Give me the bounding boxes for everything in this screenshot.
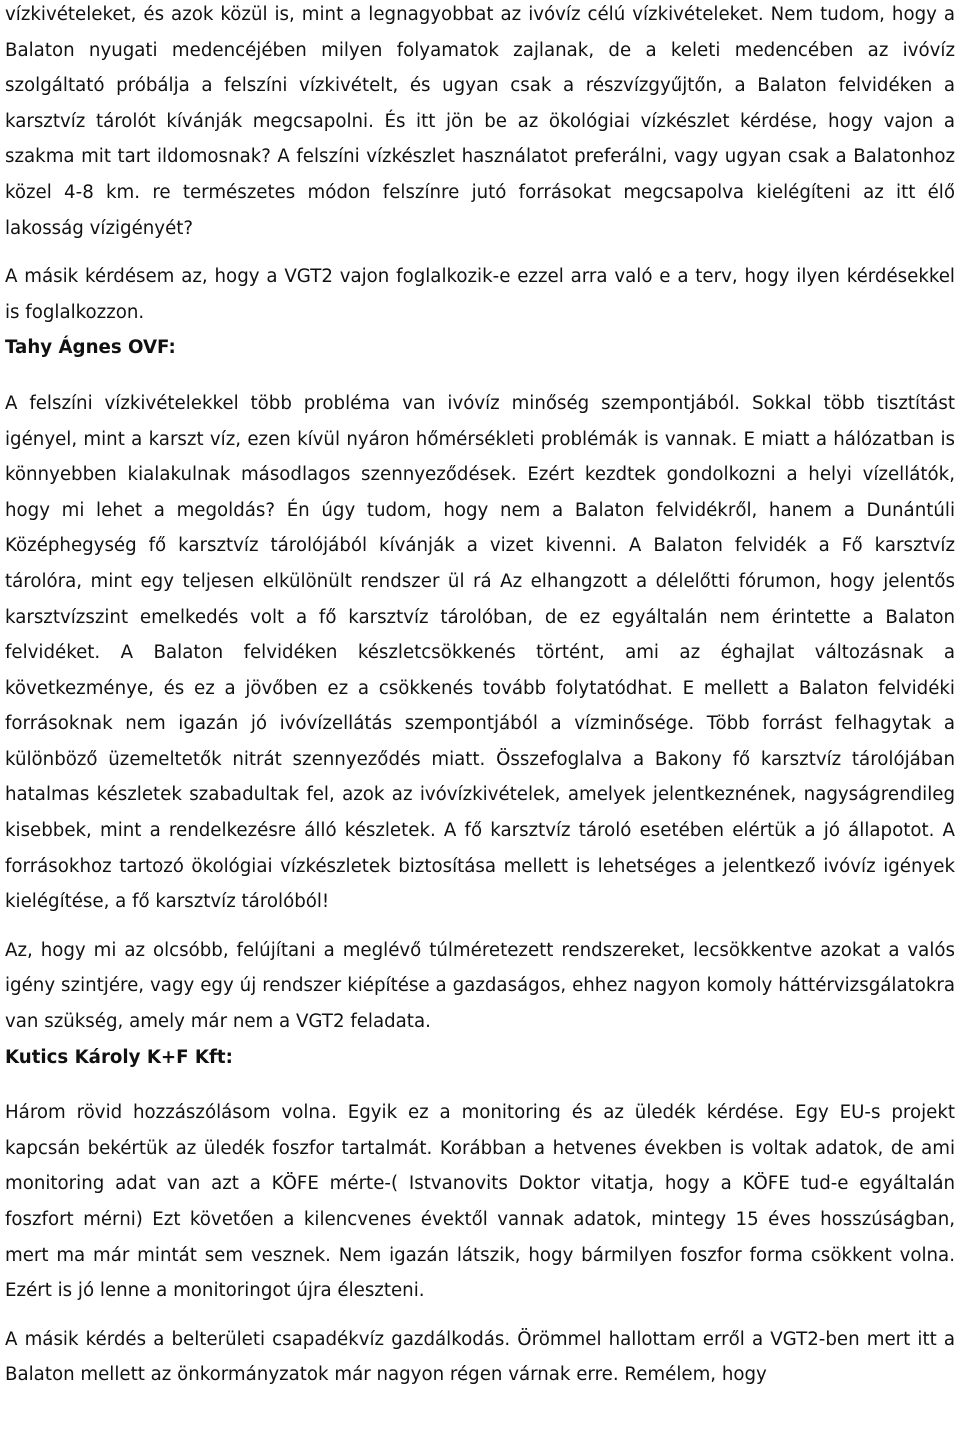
paragraph-kutics-stormwater: A másik kérdés a belterületi csapadékvíz gazdálkodás. Örömmel hallottam erről a VGT2-ben mert itt a Balaton mellett az önkormányzatok már nagyon régen várnak erre. Remélem, hogy	[5, 1328, 955, 1386]
paragraph-water-abstraction: vízkivételeket, és azok közül is, mint a legnagyobbat az ivóvíz célú vízkivételeket. Nem tudom, hogy a Balaton nyugati medencéjében milyen folyamatok zajlanak, de a keleti medencében az ivóvíz szolgáltató próbálja a felszíni vízkivételt, és ugyan csak a részvízgyűjtőn, a Balaton felvidéken a karsztvíz tárolót kívánják megcsapolni. És itt jön be az ökológiai vízkészlet kérdése, hogy vajon a szakma mit tart ildomosnak? A felszíni vízkészlet használatot preferálni, vagy ugyan csak a Balatonhoz közel 4-8 km. re természetes módon felszínre jutó forrásokat megcsapolva kielégíteni az itt élő lakosság vízigényét?	[5, 4, 955, 239]
paragraph-tahy-answer: A felszíni vízkivételekkel több probléma van ivóvíz minőség szempontjából. Sokkal több tisztítást igényel, mint a karszt víz, ezen kívül nyáron hőmérsékleti problémák is vannak. E miatt a hálózatban is könnyebben kialakulnak másodlagos szennyeződések. Ezért kezdtek gondolkozni a helyi vízellátók, hogy mi lehet a megoldás? Én úgy tudom, hogy nem a Balaton felvidékről, hanem a Dunántúli Középhegység fő karsztvíz tárolójából kívánják a vizet kivenni. A Balaton felvidék a Fő karsztvíz tárolóra, mint egy teljesen elkülönült rendszer ül rá Az elhangzott a délelőtti fórumon, hogy jelentős karsztvízszint emelkedés volt a fő karsztvíz tárolóban, de ez egyáltalán nem érintette a Balaton felvidéket. A Balaton felvidéken készletcsökkenés történt, ami az éghajlat változásnak a következménye, és ez a jövőben ez a csökkenés tovább folytatódhat. E mellett a Balaton felvidéki forrásoknak nem igazán jó ivóvízellátás szempontjából a vízminősége. Több forrást felhagytak a különböző üzemeltetők nitrát szennyeződés miatt. Összefoglalva a Bakony fő karsztvíz tárolójában hatalmas készletek szabadultak fel, azok az ivóvízkivételek, amelyek jelentkeznének, nagyságrendileg kisebbek, mint a rendelkezésre álló készletek. A fő karsztvíz tároló esetében elértük a jó állapotot. A forrásokhoz tartozó ökológiai vízkészletek biztosítása mellett is lehetséges a jelentkező ivóvíz igények kielégítése, a fő karsztvíz tárolóból!	[5, 392, 955, 913]
document-page	[5, 0, 955, 1393]
speaker-heading-tahy: Tahy Ágnes OVF:	[5, 337, 176, 359]
paragraph-vgt2-question: A másik kérdésem az, hogy a VGT2 vajon foglalkozik-e ezzel arra való e a terv, hogy ilyen kérdésekkel is foglalkozzon.	[5, 266, 955, 323]
paragraph-tahy-cost: Az, hogy mi az olcsóbb, felújítani a meglévő túlméretezett rendszereket, lecsökkentve azokat a valós igény szintjére, vagy egy új rendszer kiépítése a gazdaságos, ehhez nagyon komoly háttérvizsgálatokra van szükség, amely már nem a VGT2 feladata.	[5, 939, 955, 1033]
paragraph-kutics-monitoring: Három rövid hozzászólásom volna. Egyik ez a monitoring és az üledék kérdése. Egy EU-s projekt kapcsán bekértük az üledék foszfor tartalmát. Korábban a hetvenes években is voltak adatok, de ami monitoring adat van azt a KÖFE mérte-( Istvanovits Doktor vitatja, hogy a KÖFE tud-e egyáltalán foszfort mérni) Ezt követően a kilencvenes évektől vannak adatok, mintegy 15 éves hosszúságban, mert ma már mintát sem vesznek. Nem igazán látszik, hogy bármilyen foszfor forma csökkent volna. Ezért is jó lenne a monitoringot újra éleszteni.	[5, 1102, 955, 1302]
speaker-heading-kutics: Kutics Károly K+F Kft:	[5, 1046, 233, 1068]
